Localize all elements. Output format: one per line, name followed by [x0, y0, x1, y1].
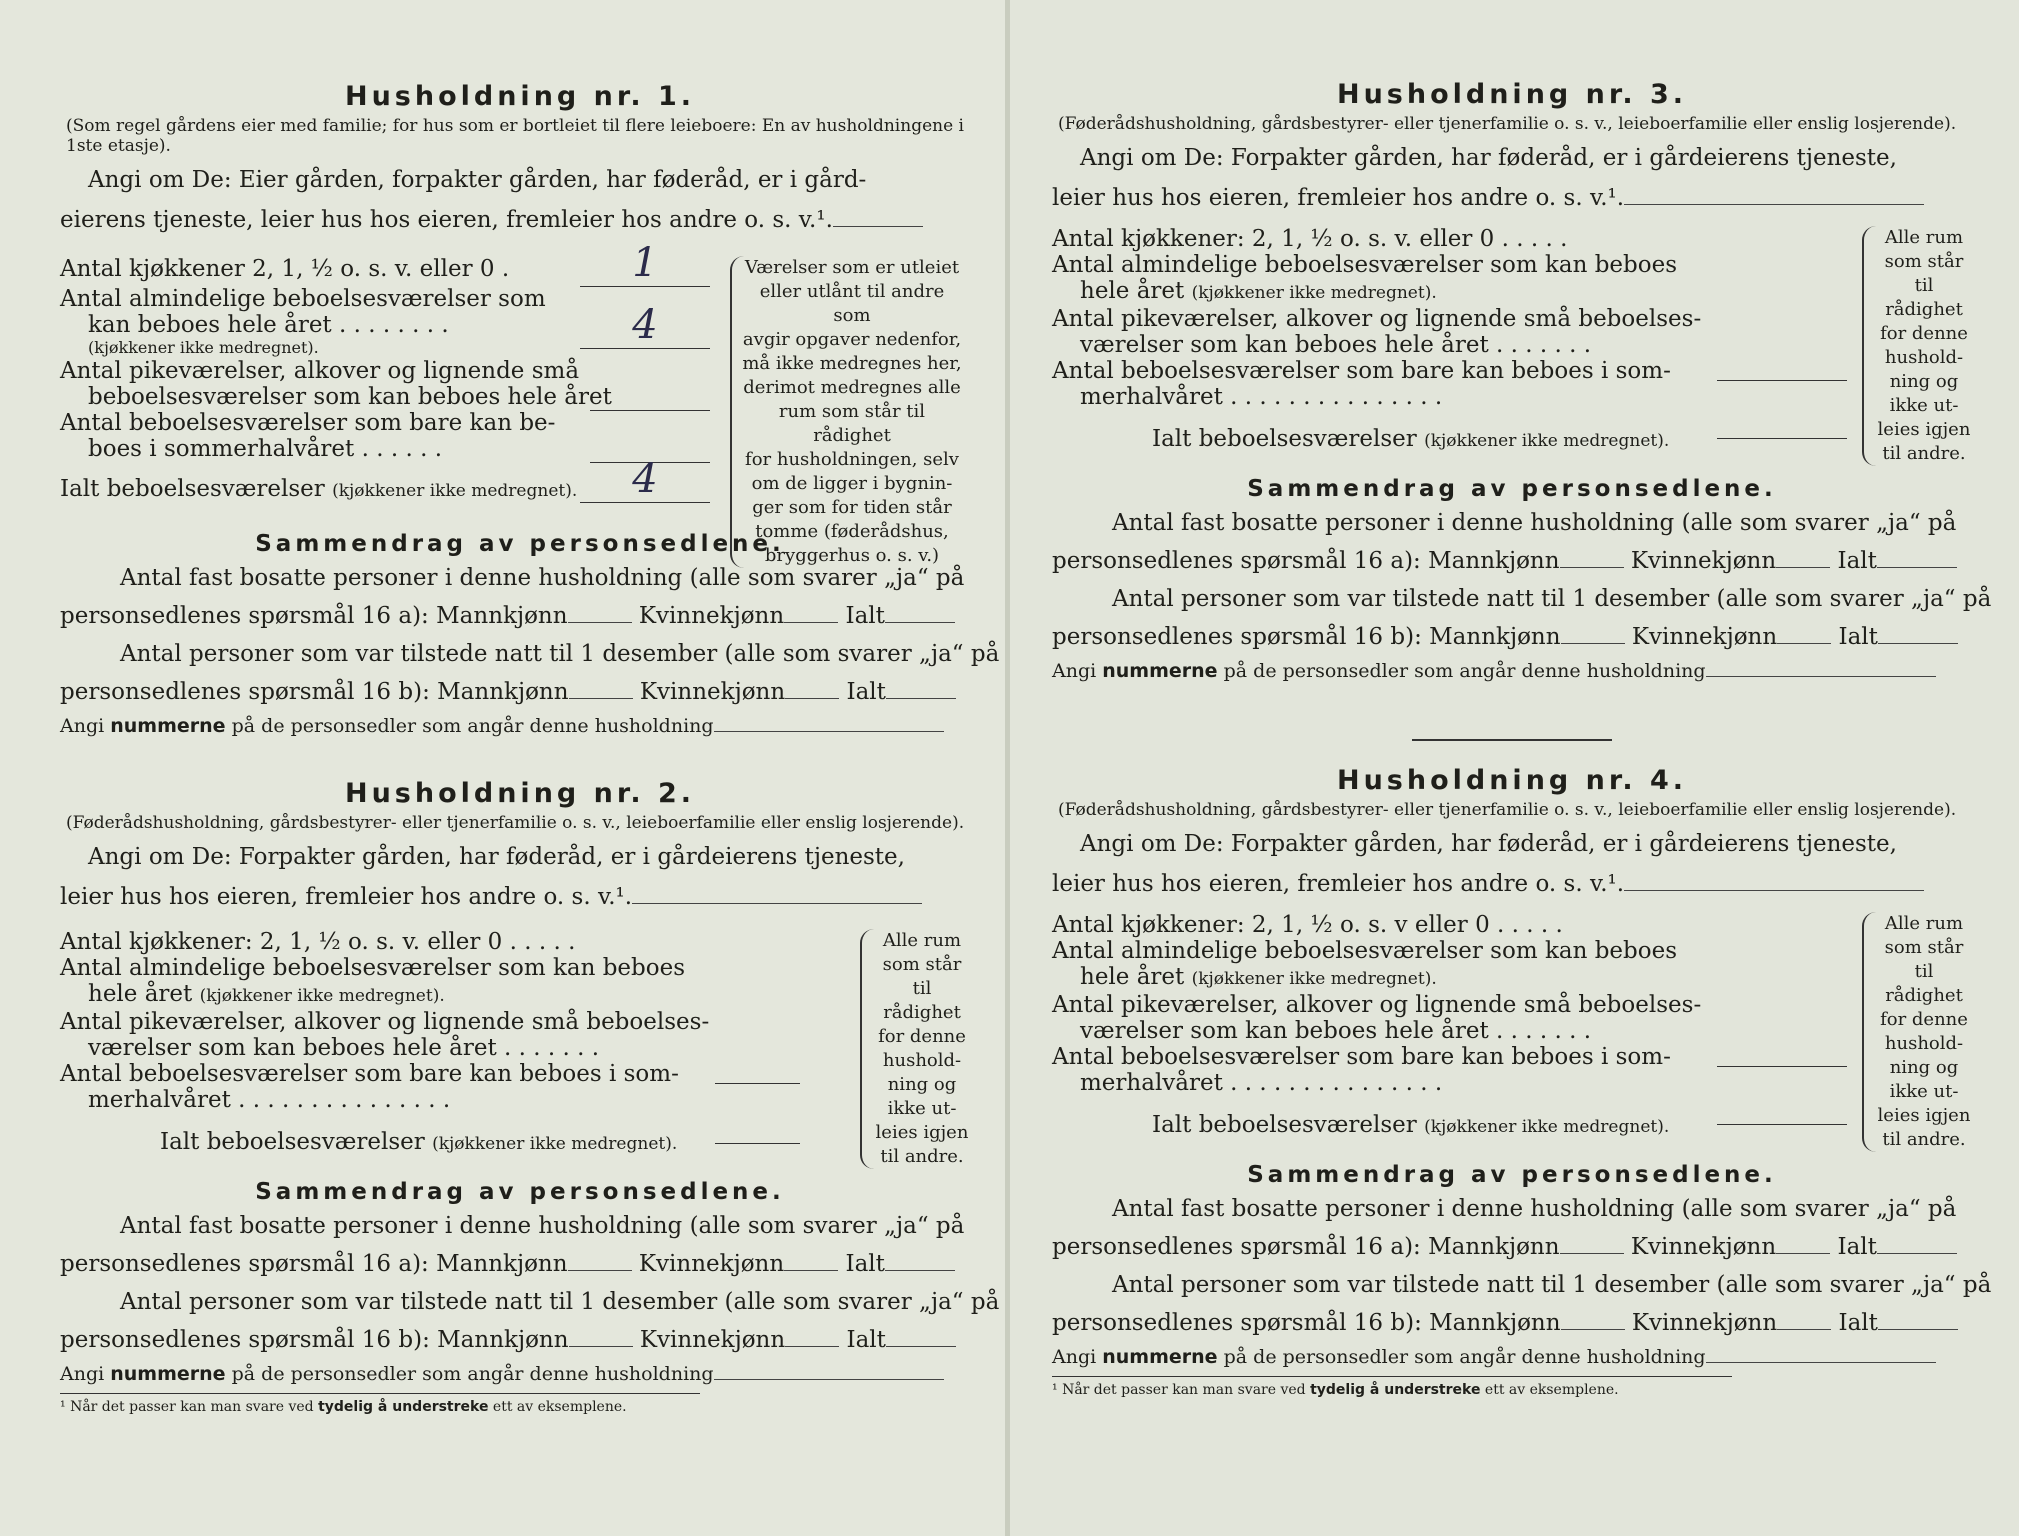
household-4-note: (Føderådshusholdning, gårdsbestyrer- eller tjenerfamilie o. s. v., leieboerfamilie eller enslig losjerende). [1058, 800, 1957, 820]
household-2-note: (Føderådshusholdning, gårdsbestyrer- eller tjenerfamilie o. s. v., leieboerfamilie eller enslig losjerende). [66, 813, 965, 833]
household-1: Husholdning nr. 1. (Som regel gårdens eier med familie; for hus som er bortleiet til flere leieboere: En av husholdningene i 1ste etasje). Angi om De: Eier gården, forpakter gården, har føderåd, er i gård- eierens tjeneste, leier hus hos eieren, fremleier hos andre o. s. v.¹. Antal kjøkkener 2, 1, ½ o. s. v. eller 0 . Antal almindelige beboelsesværelser som kan beboes hele året . . . . . . . . (kjøkkener ikke medregnet). Antal pikeværelser, alkover og lignende små beboelsesværelser som kan beboes hele året Antal beboelsesværelser som bare kan be- boes i sommerhalvåret . . . . . . Ialt beboelsesværelser (kjøkkener ikke medregnet). 1 4 4 Værelser som er utleiet eller utlånt til andre som avgir opgaver nedenfor, må ikke medregnes her, derimot medregnes alle rum som står til rådighet for husholdningen, selv om de ligger i bygnin- ger som for tiden står tomme (føderådshus, bryggerhus o. s. v.) Sammendrag av personsedlene. Antal fast bosatte personer i denne husholdning (alle som svarer „ja“ på personsedlenes spørsmål 16 a): Mannkjønn Kvinnekjønn Ialt Antal personer som var tilstede natt til 1 desember (alle som svarer „ja“ på personsedlenes spørsmål 16 b): Mannkjønn Kvinnekjønn Ialt Angi nummerne på de personsedler som angår denne husholdning [60, 78, 980, 741]
household-1-title: Husholdning nr. 1. [344, 81, 696, 112]
summer-rooms-row: Antal beboelsesværelser som bare kan be- [60, 410, 556, 436]
kitchens-row: Antal kjøkkener 2, 1, ½ o. s. v. eller 0 . [60, 256, 510, 282]
household-2-rooms: Antal kjøkkener: 2, 1, ½ o. s. v. eller 0 . . . . . Antal almindelige beboelsesværelser som kan beboes hele året (kjøkkener ikke medregnet). Antal pikeværelser, alkover og lignende små beboelses- værelser som kan beboes hele året . . . . . . . Antal beboelsesværelser som bare kan beboes i som- merhalvåret . . . . . . . . . . . . . . . Ialt beboelsesværelser (kjøkkener ikke medregnet). Alle rum som står til rådighet for denne hushold- ning og ikke ut- leies igjen til andre. [60, 929, 980, 1169]
footnote-right: ¹ Når det passer kan man svare ved tydelig å understreke ett av eksemplene. [1052, 1376, 1732, 1399]
right-page [1010, 0, 2019, 1536]
answer-total-rooms: 4 [632, 456, 658, 502]
household-4-side-note: Alle rum som står til rådighet for denne hushold- ning og ikke ut- leies igjen til andre. [1862, 912, 1974, 1152]
answer-ordinary-rooms: 4 [632, 302, 658, 348]
household-1-numbers-line: Angi nummerne på de personsedler som angår denne husholdning [60, 711, 980, 741]
household-2-side-note: Alle rum som står til rådighet for denne hushold- ning og ikke ut- leies igjen til andre. [860, 929, 972, 1169]
household-3-note: (Føderådshusholdning, gårdsbestyrer- eller tjenerfamilie o. s. v., leieboerfamilie eller enslig losjerende). [1058, 114, 1957, 134]
household-1-rooms: Antal kjøkkener 2, 1, ½ o. s. v. eller 0 . Antal almindelige beboelsesværelser som kan beboes hele året . . . . . . . . (kjøkkener ikke medregnet). Antal pikeværelser, alkover og lignende små beboelsesværelser som kan beboes hele året Antal beboelsesværelser som bare kan be- boes i sommerhalvåret . . . . . . Ialt beboelsesværelser (kjøkkener ikke medregnet). 1 4 4 Værelser som er utleiet eller utlånt til andre som avgir opgaver nedenfor, må ikke medregnes her, derimot medregnes alle rum som står til rådighet for husholdningen, selv om de ligger i bygnin- ger som for tiden står tomme (føderådshus, bryggerhus o. s. v.) [60, 240, 962, 566]
household-3-title: Husholdning nr. 3. [1336, 79, 1688, 110]
household-4: Husholdning nr. 4. (Føderådshusholdning, gårdsbestyrer- eller tjenerfamilie o. s. v., leieboerfamilie eller enslig losjerende). Angi om De: Forpakter gården, har føderåd, er i gårdeierens tjeneste, leier hus hos eieren, fremleier hos andre o. s. v.¹. Antal kjøkkener: 2, 1, ½ o. s. v eller 0 . . . . . Antal almindelige beboelsesværelser som kan beboes hele året (kjøkkener ikke medregnet). Antal pikeværelser, alkover og lignende små beboelses- værelser som kan beboes hele året . . . . . . . Antal beboelsesværelser som bare kan beboes i som- merhalvåret . . . . . . . . . . . . . . . Ialt beboelsesværelser (kjøkkener ikke medregnet). Alle rum som står til rådighet for denne hushold- ning og ikke ut- leies igjen til andre. Sammendrag av personsedlene. Antal fast bosatte personer i denne husholdning (alle som svarer „ja“ på personsedlenes spørsmål 16 a): Mannkjønn Kvinnekjønn Ialt Antal personer som var tilstede natt til 1 desember (alle som svarer „ja“ på personsedlenes spørsmål 16 b): Mannkjønn Kvinnekjønn Ialt Angi nummerne på de personsedler som angår denne husholdning ¹ Når det passer kan man svare ved tydelig å understreke ett av eksemplene. [1052, 762, 1972, 1399]
household-3-side-note: Alle rum som står til rådighet for denne hushold- ning og ikke ut- leies igjen til andre. [1862, 226, 1974, 466]
answer-kitchens: 1 [632, 240, 658, 286]
household-3-rooms: Antal kjøkkener: 2, 1, ½ o. s. v. eller 0 . . . . . Antal almindelige beboelsesværelser som kan beboes hele året (kjøkkener ikke medregnet). Antal pikeværelser, alkover og lignende små beboelses- værelser som kan beboes hele året . . . . . . . Antal beboelsesværelser som bare kan beboes i som- merhalvåret . . . . . . . . . . . . . . . Ialt beboelsesværelser (kjøkkener ikke medregnet). Alle rum som står til rådighet for denne hushold- ning og ikke ut- leies igjen til andre. [1052, 226, 1972, 466]
ordinary-rooms-row: Antal almindelige beboelsesværelser som [60, 286, 546, 312]
household-4-title: Husholdning nr. 4. [1336, 765, 1688, 796]
household-2: Husholdning nr. 2. (Føderådshusholdning, gårdsbestyrer- eller tjenerfamilie o. s. v., leieboerfamilie eller enslig losjerende). Angi om De: Forpakter gården, har føderåd, er i gårdeierens tjeneste, leier hus hos eieren, fremleier hos andre o. s. v.¹. Antal kjøkkener: 2, 1, ½ o. s. v. eller 0 . . . . . Antal almindelige beboelsesværelser som kan beboes hele året (kjøkkener ikke medregnet). Antal pikeværelser, alkover og lignende små beboelses- værelser som kan beboes hele året . . . . . . . Antal beboelsesværelser som bare kan beboes i som- merhalvåret . . . . . . . . . . . . . . . Ialt beboelsesværelser (kjøkkener ikke medregnet). Alle rum som står til rådighet for denne hushold- ning og ikke ut- leies igjen til andre. Sammendrag av personsedlene. Antal fast bosatte personer i denne husholdning (alle som svarer „ja“ på personsedlenes spørsmål 16 a): Mannkjønn Kvinnekjønn Ialt Antal personer som var tilstede natt til 1 desember (alle som svarer „ja“ på personsedlenes spørsmål 16 b): Mannkjønn Kvinnekjønn Ialt Angi nummerne på de personsedler som angår denne husholdning ¹ Når det passer kan man svare ved tydelig å understreke ett av eksemplene. [60, 775, 980, 1416]
household-1-angi-line-1: Angi om De: Eier gården, forpakter gården, har føderåd, er i gård- [88, 167, 867, 193]
footnote-left: ¹ Når det passer kan man svare ved tydelig å understreke ett av eksemplene. [60, 1393, 700, 1416]
total-rooms-row: Ialt beboelsesværelser (kjøkkener ikke medregnet). [60, 476, 578, 502]
household-1-side-note: Værelser som er utleiet eller utlånt til andre som avgir opgaver nedenfor, må ikke medregnes her, derimot medregnes alle rum som står til rådighet for husholdningen, selv om de ligger i bygnin- ger som for tiden står tomme (føderådshus, bryggerhus o. s. v.) [730, 256, 962, 568]
left-page [0, 0, 1009, 1536]
household-2-title: Husholdning nr. 2. [344, 778, 696, 809]
household-1-note: (Som regel gårdens eier med familie; for hus som er bortleiet til flere leieboere: En av husholdningene i 1ste etasje). [66, 116, 964, 156]
household-3: Husholdning nr. 3. (Føderådshusholdning, gårdsbestyrer- eller tjenerfamilie o. s. v., leieboerfamilie eller enslig losjerende). Angi om De: Forpakter gården, har føderåd, er i gårdeierens tjeneste, leier hus hos eieren, fremleier hos andre o. s. v.¹. Antal kjøkkener: 2, 1, ½ o. s. v. eller 0 . . . . . Antal almindelige beboelsesværelser som kan beboes hele året (kjøkkener ikke medregnet). Antal pikeværelser, alkover og lignende små beboelses- værelser som kan beboes hele året . . . . . . . Antal beboelsesværelser som bare kan beboes i som- merhalvåret . . . . . . . . . . . . . . . Ialt beboelsesværelser (kjøkkener ikke medregnet). Alle rum som står til rådighet for denne hushold- ning og ikke ut- leies igjen til andre. Sammendrag av personsedlene. Antal fast bosatte personer i denne husholdning (alle som svarer „ja“ på personsedlenes spørsmål 16 a): Mannkjønn Kvinnekjønn Ialt Antal personer som var tilstede natt til 1 desember (alle som svarer „ja“ på personsedlenes spørsmål 16 b): Mannkjønn Kvinnekjønn Ialt Angi nummerne på de personsedler som angår denne husholdning [1052, 76, 1972, 686]
section-divider [1412, 739, 1612, 741]
household-4-rooms: Antal kjøkkener: 2, 1, ½ o. s. v eller 0 . . . . . Antal almindelige beboelsesværelser som kan beboes hele året (kjøkkener ikke medregnet). Antal pikeværelser, alkover og lignende små beboelses- værelser som kan beboes hele året . . . . . . . Antal beboelsesværelser som bare kan beboes i som- merhalvåret . . . . . . . . . . . . . . . Ialt beboelsesværelser (kjøkkener ikke medregnet). Alle rum som står til rådighet for denne hushold- ning og ikke ut- leies igjen til andre. [1052, 912, 1972, 1152]
small-rooms-row: Antal pikeværelser, alkover og lignende små [60, 358, 580, 384]
household-1-angi-line-2: eierens tjeneste, leier hus hos eieren, fremleier hos andre o. s. v.¹. [60, 202, 980, 238]
household-1-summary-title: Sammendrag av personsedlene. [255, 531, 785, 557]
